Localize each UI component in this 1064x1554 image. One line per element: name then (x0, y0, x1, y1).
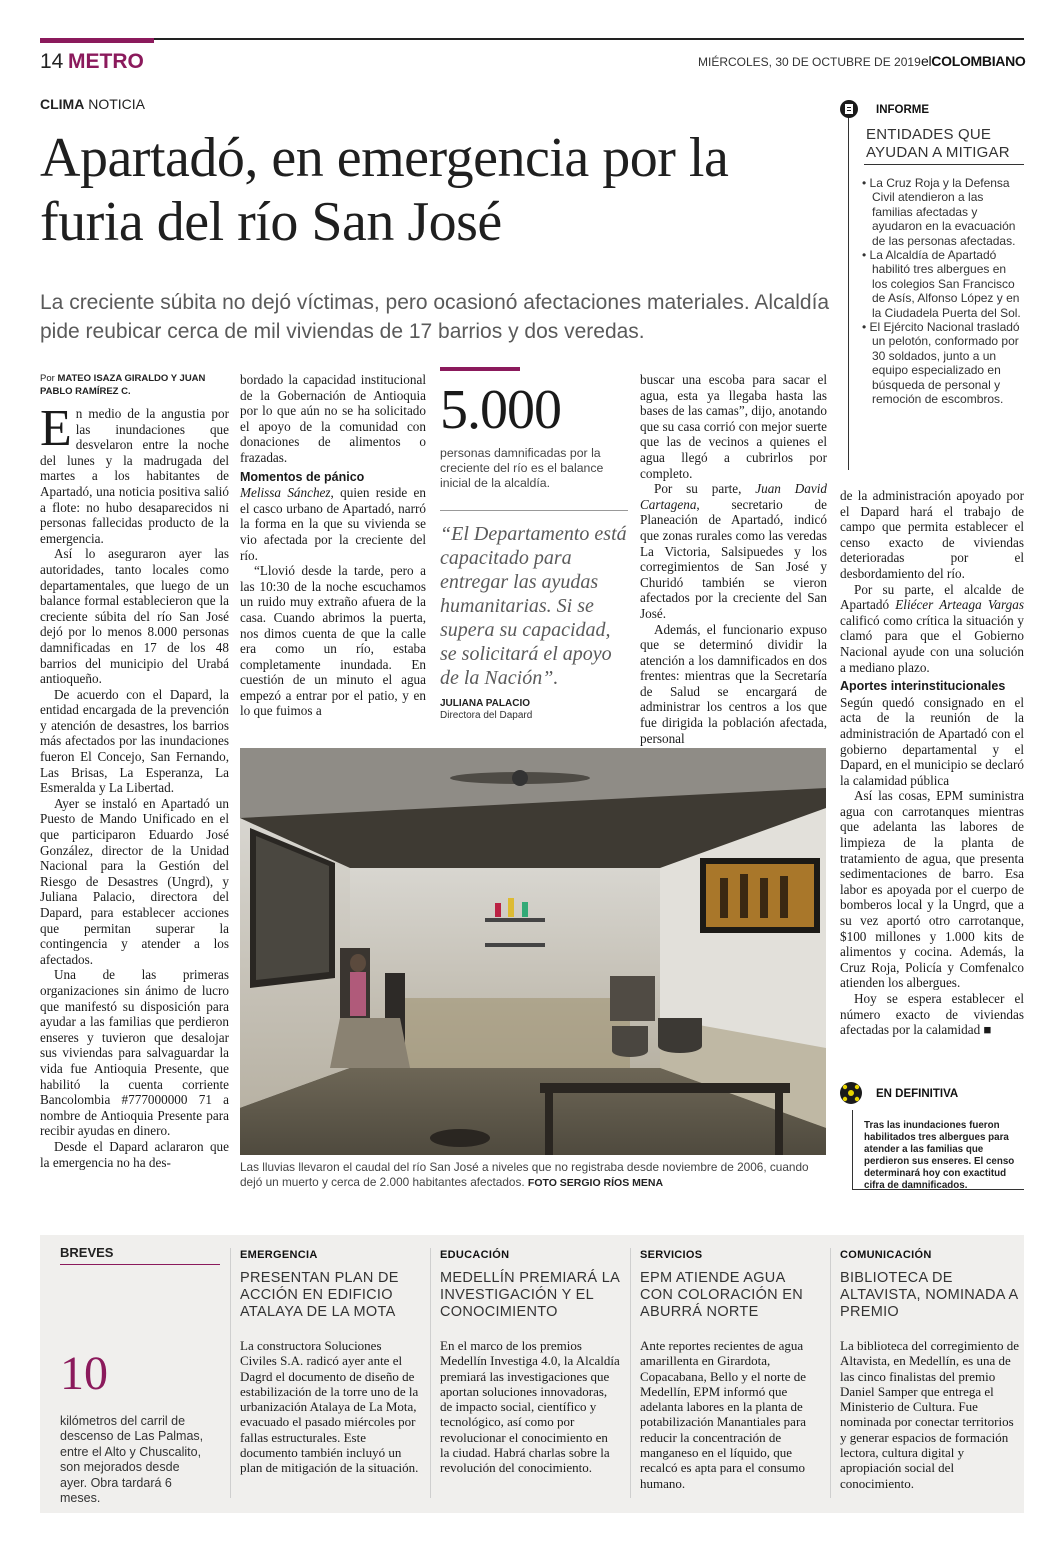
summary-icon (840, 1082, 862, 1104)
list-item: • La Alcaldía de Apartadó habilitó tres albergues en los colegios San Francisco de Asís, Alfonso López y en la Ciudadela Puerta del Sol. (862, 248, 1021, 320)
photo-caption: Las lluvias llevaron el caudal del río San José a niveles que no registraba desde noviembre de 2006, cuando dejó un muerto y cerca de 2.000 habitantes afectados. FOTO SERGIO RÍOS MENA (240, 1160, 809, 1189)
list-item: • La Cruz Roja y la Defensa Civil atendieron a las familias afectadas y ayudaron en la evacuación de las personas afectadas. (862, 176, 1016, 248)
breve-title: BIBLIOTECA DE ALTAVISTA, NOMINADA A PREMIO (840, 1270, 1018, 1320)
section-accent-bar (40, 38, 154, 43)
paragraph: Hoy se espera establecer el número exacto de viviendas afectadas por la calamidad ■ (840, 991, 1024, 1038)
definitiva-label: EN DEFINITIVA (876, 1088, 959, 1100)
page-number: 14 (40, 50, 64, 73)
paragraph: Así las cosas, EPM suministra agua con carrotanques mientras que adelanta las labores de limpieza de la planta de tratamiento de agua, que presenta sedimentaciones de barro. Esa labor es apoyada por el cuerpo de bomberos local y la Ungrd, que a su vez aportó otro carrotanque, $100 millones y 1.000 kits de alimentos y cocina. Además, la Cruz Roja, Policía y Comfenalco atienden los albergues. (840, 788, 1024, 991)
article-subhead: La creciente súbita no dejó víctimas, pero ocasionó afectaciones materiales. Alcaldía pide reubicar cerca de mil viviendas de 17 barrios y dos veredas. (40, 291, 830, 343)
column-separator (630, 1248, 631, 1498)
paragraph: Una de las primeras organizaciones sin ánimo de lucro que manifestó su disposición para ayudar a las familias que perdieron enseres y tuvieron que desalojar sus viviendas para salvaguardar la vida fue Antioquia Presente, que habilitó la cuenta corriente Bancolombia #777000000 71 a nombre de Antioquia Presente para recibir ayudas en dinero. (40, 967, 229, 1139)
breve-title: PRESENTAN PLAN DE ACCIÓN EN EDIFICIO ATALAYA DE LA MOTA (240, 1270, 399, 1320)
paragraph: Por su parte, el alcalde de Apartadó Eliécer Arteaga Vargas calificó como crítica la situación y clamó para que el Gobierno Nacional ayude con una solución a mediano plazo. (840, 581, 1024, 675)
flooded-room-photo (240, 748, 826, 1155)
paragraph: En medio de la angustia por las inundaciones que desvelaron entre la noche del lunes y la madrugada del martes a los habitantes de Apartadó, una noticia positiva salió a flote: no hubo desaparecidos ni personas fallecidas producto de la emergencia. (40, 400, 229, 546)
list-item: • El Ejército Nacional trasladó un pelotón, conformado por 30 soldados, junto a un equipo especializado en búsqueda de personal y remoción de escombros. (862, 320, 1020, 407)
breve-category: EDUCACIÓN (440, 1249, 510, 1261)
paragraph: bordado la capacidad institucional de la Gobernación de Antioquia por lo que aún no se ha solicitado el apoyo de la comunidad con donaciones de alimentos o frazadas. (240, 372, 426, 465)
quote-divider (440, 510, 628, 511)
breve-text: En el marco de los premios Medellín Investiga 4.0, la Alcaldía premiará las investigaciones que aportan soluciones innovadoras, de impacto social, científico y tecnológico, así como por revolucionar el conocimiento en la ciudad. Habrá charlas sobre la revolución del conocimiento. (440, 1338, 620, 1476)
top-rule (40, 38, 1024, 40)
paragraph: Melissa Sánchez, quien reside en el casco urbano de Apartadó, narró la forma en la que su vivienda se vio afectada por la creciente del río. (240, 485, 426, 563)
informe-label: INFORME (876, 104, 930, 116)
section-name: METRO (68, 50, 144, 73)
stat-number: 5.000 (440, 379, 561, 441)
stat-accent-bar (440, 367, 520, 371)
breve-category: EMERGENCIA (240, 1249, 318, 1261)
article-column-4 (840, 488, 1024, 1038)
breve-text: La constructora Soluciones Civiles S.A. radicó ayer ante el Dagrd el documento de diseño de estabilización de la torre uno de la urbanización Atalaya de La Mota, evacuado el pasado miércoles por fallas estructurales. Este documento también incluyó un plan de mitigación de la situación. (240, 1338, 419, 1476)
stat-description: personas damnificadas por la creciente del río es el balance inicial de la alcaldía. (440, 446, 604, 490)
breves-label: BREVES (60, 1245, 114, 1260)
article-headline: Apartadó, en emergencia por la furia del río San José (40, 127, 729, 253)
paragraph: “Llovió desde la tarde, pero a las 10:30 de la noche escuchamos un ruido muy extraño afuera de la casa. Cuando abrimos la puerta, nos dimos cuenta de que la calle era como un río, estaba completamente inundada. En cuestión de un minuto el agua empezó a entrar por el patio, y en lo que fuimos a (240, 563, 426, 719)
photo-credit: FOTO SERGIO RÍOS MENA (527, 1177, 664, 1189)
newspaper-logo: elCOLOMBIANO (921, 53, 1026, 69)
breve-category: SERVICIOS (640, 1249, 703, 1261)
paragraph: De acuerdo con el Dapard, la entidad encargada de la prevención y atención de desastres, los barrios más afectados por las inundaciones fueron El Concejo, San Fernando, Las Brisas, La Esperanza, La Esmeralda y La Libertad. (40, 686, 229, 796)
breve-title: EPM ATIENDE AGUA CON COLORACIÓN EN ABURRÁ NORTE (640, 1270, 804, 1320)
flooded-room-illustration (240, 748, 826, 1155)
article-column-1 (40, 400, 229, 1170)
breve-title: MEDELLÍN PREMIARÁ LA INVESTIGACIÓN Y EL CONOCIMIENTO (440, 1270, 620, 1320)
breve-category: COMUNICACIÓN (840, 1249, 932, 1261)
column-separator (430, 1248, 431, 1498)
informe-title-rule (864, 164, 1024, 165)
paragraph: Según quedó consignado en el acta de la reunión de la administración de Apartadó con el gobierno departamental y el Dapard, en el municipio se declaró la calamidad pública (840, 694, 1024, 788)
article-kicker: CLIMA NOTICIA (40, 96, 145, 112)
breve-text: Ante reportes recientes de agua amarillenta en Girardota, Copacabana, Bello y el norte de Medellín, EPM informó que adelanta labores en la planta de potabilización Manantiales para reducir la concentración de manganeso en el líquido, que recalcó es apta para el consumo humano. (640, 1338, 807, 1491)
paragraph: Ayer se instaló en Apartadó un Puesto de Mando Unificado en el que participaron Eduardo José González, director de la Unidad Nacional para la Gestión del Riesgo de Desastres (Ungrd), y Juliana Palacio, directora del Dapard, para establecer acciones que permitan superar la contingencia y atender a los afectados. (40, 795, 229, 967)
article-column-2 (240, 372, 426, 719)
paragraph: Por su parte, Juan David Cartagena, secretario de Planeación de Apartadó, indicó que zonas rurales como las veredas La Victoria, Salsipuedes y los corregimientos de San José y Churidó también se vieron afectados por la creciente del San José. (640, 481, 827, 621)
subheading-aportes: Aportes interinstitucionales (840, 679, 1006, 694)
document-icon (840, 100, 858, 118)
breve-text: La biblioteca del corregimiento de Altavista, en Medellín, es una de las cinco finalistas del premio Daniel Samper que entrega el Ministerio de Cultura. Fue nominada por conectar territorios y generar espacios de formación lectora, cultura digital y apropiación social del conocimiento. (840, 1338, 1020, 1491)
column-separator (230, 1248, 231, 1498)
article-column-3 (640, 372, 827, 746)
informe-list (862, 176, 1024, 407)
paragraph: buscar una escoba para sacar el agua, esta ya llegaba hasta las bases de las camas”, dijo, anotando que su casa corrió con mejor suerte que las de vecinos a quienes el agua llegó a cubrirlos por completo. (640, 372, 827, 481)
quote-author-role: Directora del Dapard (440, 710, 533, 721)
byline: Por MATEO ISAZA GIRALDO Y JUAN PABLO RAMÍREZ C. (40, 373, 206, 397)
breves-number: 10 (60, 1347, 108, 1400)
breves-rule (60, 1264, 220, 1265)
subheading-momentos: Momentos de pánico (240, 469, 365, 484)
drop-cap: E (40, 400, 72, 457)
paragraph: de la administración apoyado por el Dapard hará el trabajo de campo que permita establecer el censo exacto de viviendas deterioradas por el desbordamiento del río. (840, 488, 1024, 581)
breves-number-text: kilómetros del carril de descenso de Las Palmas, entre el Alto y Chuscalito, son mejorados desde ayer. Obra tardará 6 meses. (60, 1414, 204, 1506)
informe-title: ENTIDADES QUE AYUDAN A MITIGAR (866, 126, 1010, 161)
informe-vertical-rule (848, 100, 849, 470)
paragraph: Además, el funcionario expuso que se determinó dividir la atención a los damnificados en dos frentes: mientras que la Secretaría de Salud se encargará de administrar los centros a los que fue dirigida la población afectada, personal (640, 621, 827, 746)
edition-date: MIÉRCOLES, 30 DE OCTUBRE DE 2019 (698, 55, 921, 69)
quote-author: JULIANA PALACIO (440, 698, 530, 709)
definitiva-text: Tras las inundaciones fueron habilitados tres albergues para atender a las familias que perdieron sus enseres. El censo determinará hoy con exactitud cifra de damnificados. (864, 1120, 1015, 1191)
pull-quote: “El Departamento está capacitado para entregar las ayudas humanitarias. Si se supera su capacidad, se solicitará el apoyo de la Nación”. (440, 523, 627, 689)
column-separator (830, 1248, 831, 1498)
end-mark: ■ (983, 1022, 992, 1038)
paragraph: Desde el Dapard aclararon que la emergencia no ha des- (40, 1138, 229, 1170)
paragraph: Así lo aseguraron ayer las autoridades, tanto locales como departamentales, que luego de un balance formal establecieron que la creciente súbita del río San José dejó por lo menos 8.000 personas damnificadas en 17 de los 48 barrios del municipio del Urabá antioqueño. (40, 546, 229, 687)
